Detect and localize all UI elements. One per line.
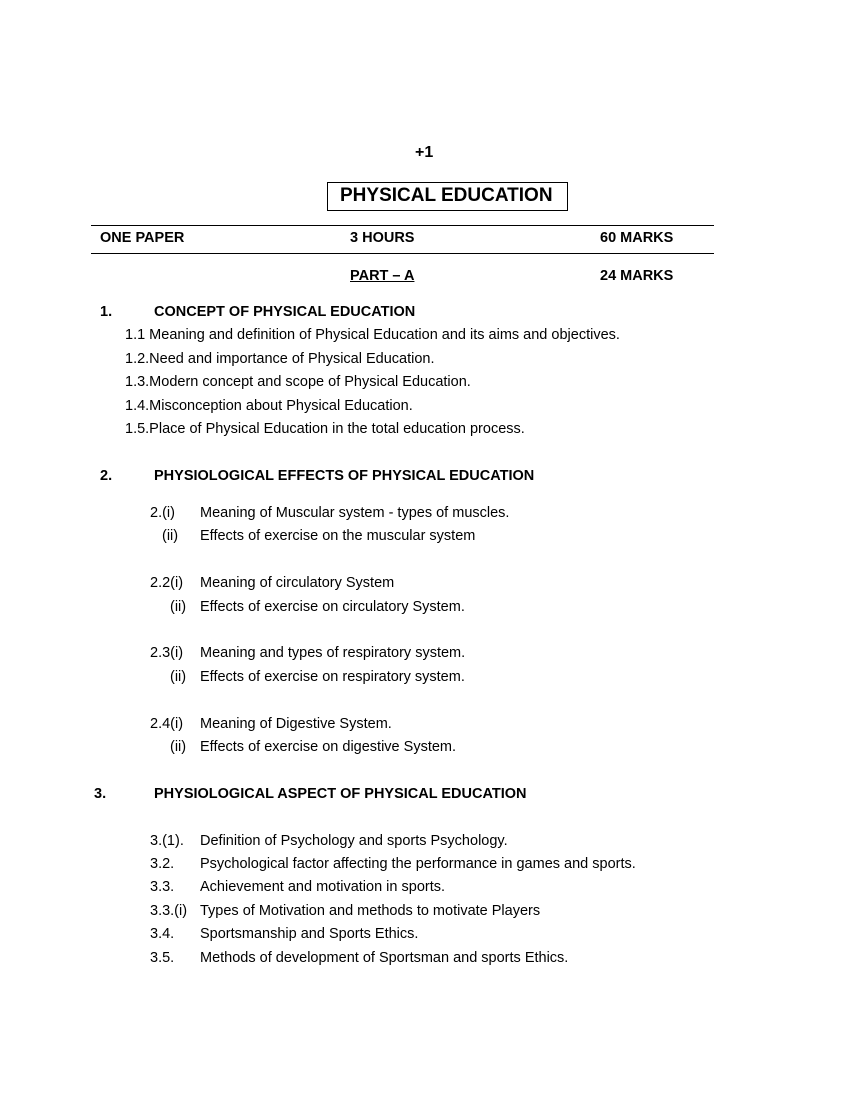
list-item: Meaning of Digestive System.	[200, 716, 392, 732]
list-item: Meaning of Muscular system - types of muscles.	[200, 505, 510, 521]
list-item: 1.3.Modern concept and scope of Physical Education.	[125, 374, 471, 390]
header-bottom-rule	[91, 253, 714, 254]
item-number: 2.4(i)	[150, 716, 184, 732]
list-item: 1.2.Need and importance of Physical Education.	[125, 351, 435, 367]
item-number: 3.4.	[150, 926, 175, 942]
item-number: (ii)	[170, 739, 187, 755]
list-item: Effects of exercise on circulatory System.	[200, 599, 465, 615]
subject-title: PHYSICAL EDUCATION	[340, 185, 553, 206]
item-number: 3.5.	[150, 950, 175, 966]
list-item: Achievement and motivation in sports.	[200, 879, 446, 895]
list-item: Meaning of circulatory System	[200, 575, 395, 591]
list-item: Methods of development of Sportsman and sports Ethics.	[200, 950, 569, 966]
item-number: (ii)	[170, 669, 187, 685]
total-marks-label: 60 MARKS	[600, 230, 674, 246]
list-item: 1.1 Meaning and definition of Physical Education and its aims and objectives.	[125, 327, 620, 343]
list-item: Psychological factor affecting the performance in games and sports.	[200, 856, 636, 872]
item-number: 3.3.	[150, 879, 175, 895]
item-number: 2.(i)	[150, 505, 175, 521]
section-3-number: 3.	[94, 786, 107, 802]
list-item: Meaning and types of respiratory system.	[200, 645, 466, 661]
list-item: Types of Motivation and methods to motivate Players	[200, 903, 541, 919]
list-item: Effects of exercise on digestive System.	[200, 739, 457, 755]
item-number: 2.2(i)	[150, 575, 184, 591]
section-1-number: 1.	[100, 304, 113, 320]
section-3-title: PHYSIOLOGICAL ASPECT OF PHYSICAL EDUCATION	[154, 786, 527, 802]
list-item: Sportsmanship and Sports Ethics.	[200, 926, 419, 942]
section-2-number: 2.	[100, 468, 113, 484]
section-1-title: CONCEPT OF PHYSICAL EDUCATION	[154, 304, 416, 320]
item-number: (ii)	[170, 599, 187, 615]
section-2-title: PHYSIOLOGICAL EFFECTS OF PHYSICAL EDUCATION	[154, 468, 535, 484]
list-item: Definition of Psychology and sports Psychology.	[200, 833, 508, 849]
list-item: 1.5.Place of Physical Education in the total education process.	[125, 421, 525, 437]
item-number: 3.3.(i)	[150, 903, 188, 919]
header-top-rule	[91, 225, 714, 226]
item-number: 2.3(i)	[150, 645, 184, 661]
item-number: (ii)	[162, 528, 179, 544]
list-item: Effects of exercise on respiratory system.	[200, 669, 465, 685]
paper-label: ONE PAPER	[100, 230, 185, 246]
part-marks: 24 MARKS	[600, 268, 674, 284]
list-item: Effects of exercise on the muscular system	[200, 528, 476, 544]
item-number: 3.(1).	[150, 833, 184, 849]
duration-label: 3 HOURS	[350, 230, 415, 246]
item-number: 3.2.	[150, 856, 175, 872]
list-item: 1.4.Misconception about Physical Education.	[125, 398, 413, 414]
part-label: PART – A	[350, 268, 415, 284]
class-label: +1	[415, 144, 434, 161]
